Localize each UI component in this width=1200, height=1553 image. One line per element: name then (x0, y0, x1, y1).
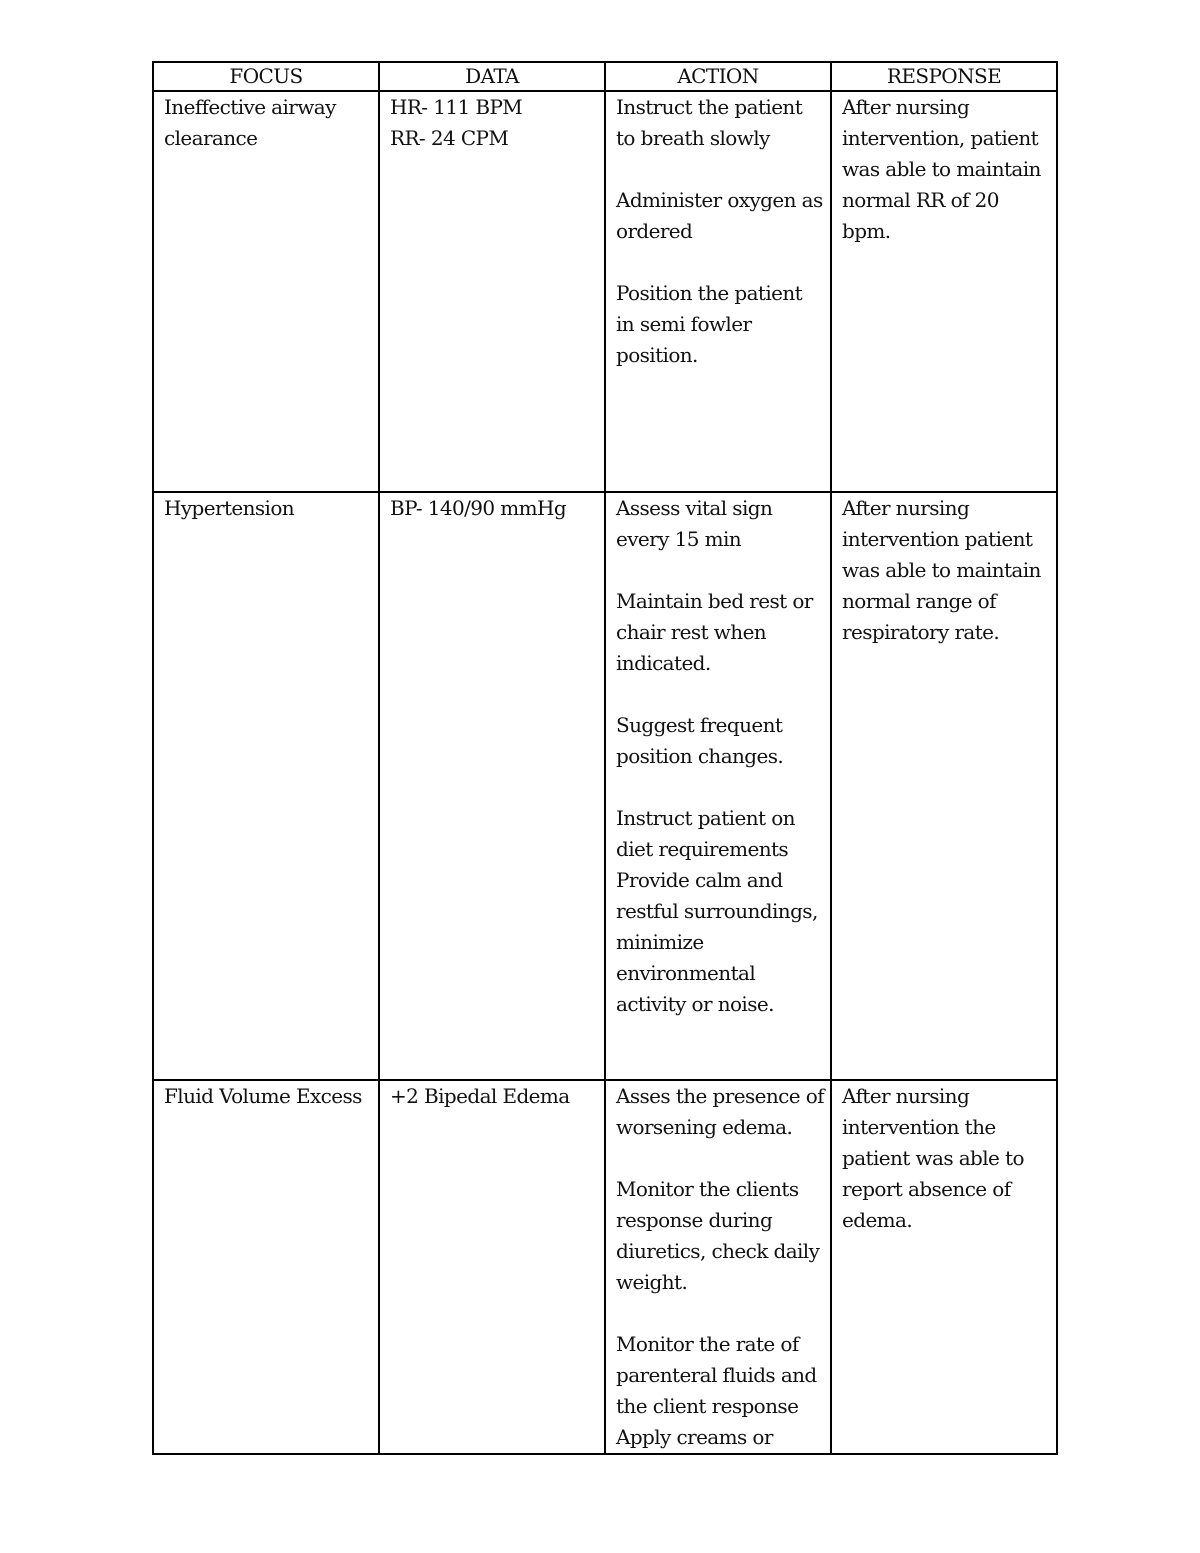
focus-cell (153, 492, 379, 1080)
data-text: +2 Bipedal Edema (390, 1084, 570, 1108)
focus-text: Ineffective airway clearance (164, 95, 336, 150)
focus-text: Fluid Volume Excess (164, 1084, 362, 1108)
response-cell (831, 492, 1057, 1080)
header-data: DATA (379, 62, 605, 91)
action-cell (605, 91, 831, 492)
action-text: Instruct the patient to breath slowly Administer oxygen as ordered Position the patient in semi fowler position. (616, 95, 823, 367)
header-action: ACTION (605, 62, 831, 91)
data-cell (379, 1080, 605, 1454)
data-cell (379, 492, 605, 1080)
response-cell (831, 91, 1057, 492)
data-text: HR- 111 BPM RR- 24 CPM (390, 95, 523, 150)
action-cell (605, 492, 831, 1080)
action-cell (605, 1080, 831, 1454)
response-text: After nursing intervention the patient was able to report absence of edema. (842, 1084, 1024, 1232)
action-text: Asses the presence of worsening edema. Monitor the clients response during diuretics, check daily weight. Monitor the rate of parenteral fluids and the client response Apply creams or (616, 1084, 824, 1449)
header-response: RESPONSE (831, 62, 1057, 91)
table-row (153, 492, 1057, 1080)
table-header (153, 62, 1057, 91)
header-row (153, 62, 1057, 91)
focus-text: Hypertension (164, 496, 295, 520)
response-text: After nursing intervention patient was able to maintain normal range of respiratory rate. (842, 496, 1041, 644)
focus-cell (153, 1080, 379, 1454)
table-row (153, 91, 1057, 492)
response-cell (831, 1080, 1057, 1454)
header-focus: FOCUS (153, 62, 379, 91)
data-cell (379, 91, 605, 492)
action-text: Assess vital sign every 15 min Maintain bed rest or chair rest when indicated. Suggest frequent position changes. Instruct patient on diet requirements Provide calm and restful surroundings, minimize environmental activity or noise. (616, 496, 818, 1016)
focus-cell (153, 91, 379, 492)
fdar-care-plan-table (152, 61, 1058, 1455)
response-text: After nursing intervention, patient was able to maintain normal RR of 20 bpm. (842, 95, 1041, 243)
table-body (153, 91, 1057, 1454)
table-row (153, 1080, 1057, 1454)
data-text: BP- 140/90 mmHg (390, 496, 567, 520)
